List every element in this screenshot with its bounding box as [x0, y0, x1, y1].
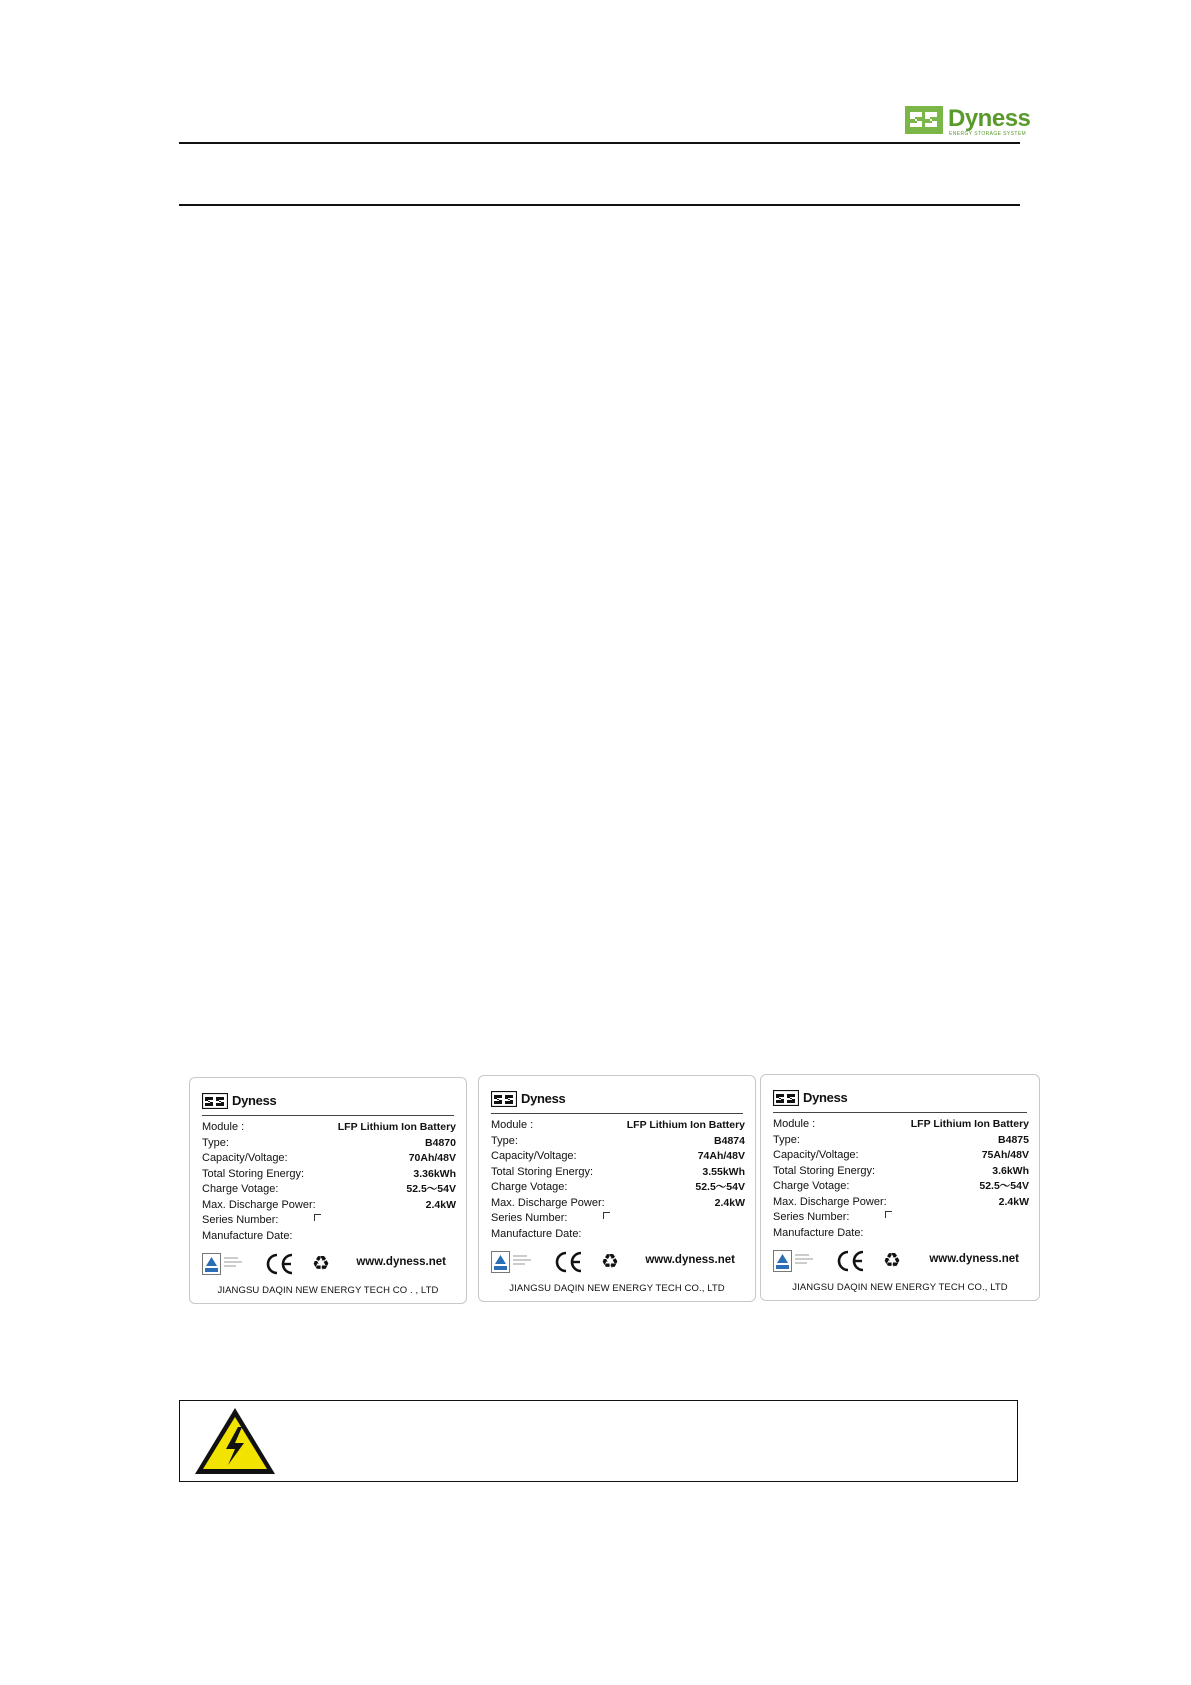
header-rule [179, 142, 1020, 144]
certification-row [202, 1253, 456, 1277]
spec-row-energy [773, 1164, 1029, 1180]
recycle-icon [310, 1252, 332, 1274]
warning-box [179, 1400, 1018, 1482]
dyness-logo-icon [904, 104, 944, 136]
spec-key: Charge Votage: [773, 1180, 850, 1192]
spec-value: 2.4kW [714, 1196, 745, 1209]
spec-value: 52.5～54V [406, 1183, 456, 1195]
product-label-b4875 [760, 1074, 1040, 1301]
manufacturer-name: JIANGSU DAQIN NEW ENERGY TECH CO . , LTD [217, 1285, 439, 1296]
spec-value: B4875 [998, 1133, 1029, 1146]
spec-key: Series Number: [773, 1211, 850, 1223]
corner-mark [885, 1211, 892, 1218]
spec-value: 2.4kW [425, 1198, 456, 1211]
spec-row-manufacture-date [773, 1226, 1029, 1242]
product-label-b4874 [478, 1075, 756, 1302]
spec-row-module [491, 1118, 745, 1134]
svg-text:♻: ♻ [601, 1250, 619, 1272]
spec-value: 75Ah/48V [981, 1149, 1029, 1161]
ce-mark-icon [554, 1251, 584, 1273]
spec-value: 3.6kWh [992, 1164, 1029, 1177]
dyness-logo-icon [202, 1093, 228, 1109]
brand-name: Dyness [948, 105, 1031, 132]
spec-value: 3.36kWh [413, 1167, 456, 1180]
label-brand: Dyness [521, 1091, 566, 1106]
spec-key: Type: [773, 1133, 800, 1146]
spec-row-type [773, 1133, 1029, 1149]
spec-key: Capacity/Voltage: [491, 1150, 577, 1162]
spec-row-discharge-power [773, 1195, 1029, 1211]
spec-value: LFP Lithium Ion Battery [626, 1119, 745, 1131]
spec-value: 70Ah/48V [408, 1152, 456, 1164]
spec-value: 52.5～54V [695, 1181, 745, 1193]
spec-row-manufacture-date [202, 1229, 456, 1245]
spec-row-capacity [773, 1148, 1029, 1164]
spec-list [773, 1117, 1029, 1241]
certification-row [491, 1251, 745, 1275]
tuv-certification-icon [773, 1250, 817, 1272]
dyness-logo-icon [491, 1091, 517, 1107]
header-logo [904, 104, 1031, 138]
spec-row-charge-voltage [773, 1179, 1029, 1195]
spec-value: 74Ah/48V [697, 1150, 745, 1162]
website-url: www.dyness.net [929, 1253, 1019, 1265]
spec-key: Manufacture Date: [202, 1229, 293, 1242]
spec-row-discharge-power [202, 1198, 456, 1214]
spec-row-type [491, 1134, 745, 1150]
spec-key: Series Number: [491, 1212, 568, 1224]
spec-value: LFP Lithium Ion Battery [337, 1121, 456, 1133]
svg-text:♻: ♻ [312, 1252, 330, 1274]
spec-key: Module : [773, 1118, 816, 1130]
website-url: www.dyness.net [645, 1254, 735, 1266]
brand-tagline: ENERGY STORAGE SYSTEM [949, 131, 1027, 137]
recycle-icon [881, 1249, 903, 1271]
electric-shock-warning-icon [192, 1405, 278, 1477]
spec-row-module [773, 1117, 1029, 1133]
spec-key: Capacity/Voltage: [773, 1149, 859, 1161]
spec-key: Total Storing Energy: [491, 1165, 594, 1178]
manufacturer-name: JIANGSU DAQIN NEW ENERGY TECH CO., LTD [509, 1283, 725, 1294]
corner-mark [603, 1212, 610, 1219]
spec-key: Total Storing Energy: [773, 1164, 876, 1177]
spec-value: 3.55kWh [702, 1165, 745, 1178]
spec-key: Capacity/Voltage: [202, 1152, 288, 1164]
spec-value: 52.5～54V [979, 1180, 1029, 1192]
spec-row-module [202, 1120, 456, 1136]
spec-key: Module : [202, 1121, 245, 1133]
spec-value: B4874 [714, 1134, 745, 1147]
label-divider [491, 1113, 743, 1114]
label-brand: Dyness [232, 1093, 277, 1108]
spec-list [491, 1118, 745, 1242]
spec-row-type [202, 1136, 456, 1152]
label-divider [773, 1112, 1027, 1113]
spec-key: Series Number: [202, 1214, 279, 1226]
spec-row-energy [202, 1167, 456, 1183]
svg-text:♻: ♻ [883, 1249, 901, 1271]
spec-key: Max. Discharge Power: [773, 1195, 887, 1208]
spec-row-energy [491, 1165, 745, 1181]
spec-row-manufacture-date [491, 1227, 745, 1243]
spec-key: Max. Discharge Power: [202, 1198, 316, 1211]
spec-row-charge-voltage [202, 1182, 456, 1198]
certification-row [773, 1250, 1029, 1274]
spec-key: Total Storing Energy: [202, 1167, 305, 1180]
spec-row-discharge-power [491, 1196, 745, 1212]
spec-row-capacity [202, 1151, 456, 1167]
corner-mark [314, 1214, 321, 1221]
spec-value: 2.4kW [998, 1195, 1029, 1208]
spec-row-charge-voltage [491, 1180, 745, 1196]
label-divider [202, 1115, 454, 1116]
spec-row-series-number [773, 1210, 1029, 1226]
label-brand: Dyness [803, 1090, 848, 1105]
spec-key: Module : [491, 1119, 534, 1131]
spec-key: Charge Votage: [202, 1183, 279, 1195]
manufacturer-name: JIANGSU DAQIN NEW ENERGY TECH CO., LTD [792, 1282, 1008, 1293]
spec-list [202, 1120, 456, 1244]
spec-key: Type: [491, 1134, 518, 1147]
spec-key: Manufacture Date: [773, 1226, 864, 1239]
spec-value: B4870 [425, 1136, 456, 1149]
spec-value: LFP Lithium Ion Battery [910, 1118, 1029, 1130]
spec-key: Max. Discharge Power: [491, 1196, 605, 1209]
ce-mark-icon [265, 1253, 295, 1275]
product-label-b4870 [189, 1077, 467, 1304]
ce-mark-icon [836, 1250, 866, 1272]
spec-key: Manufacture Date: [491, 1227, 582, 1240]
tuv-certification-icon [202, 1253, 246, 1275]
section-rule [179, 204, 1020, 206]
recycle-icon [599, 1250, 621, 1272]
spec-row-capacity [491, 1149, 745, 1165]
dyness-logo-icon [773, 1090, 799, 1106]
spec-row-series-number [202, 1213, 456, 1229]
tuv-certification-icon [491, 1251, 535, 1273]
spec-key: Type: [202, 1136, 229, 1149]
spec-row-series-number [491, 1211, 745, 1227]
website-url: www.dyness.net [356, 1256, 446, 1268]
spec-key: Charge Votage: [491, 1181, 568, 1193]
